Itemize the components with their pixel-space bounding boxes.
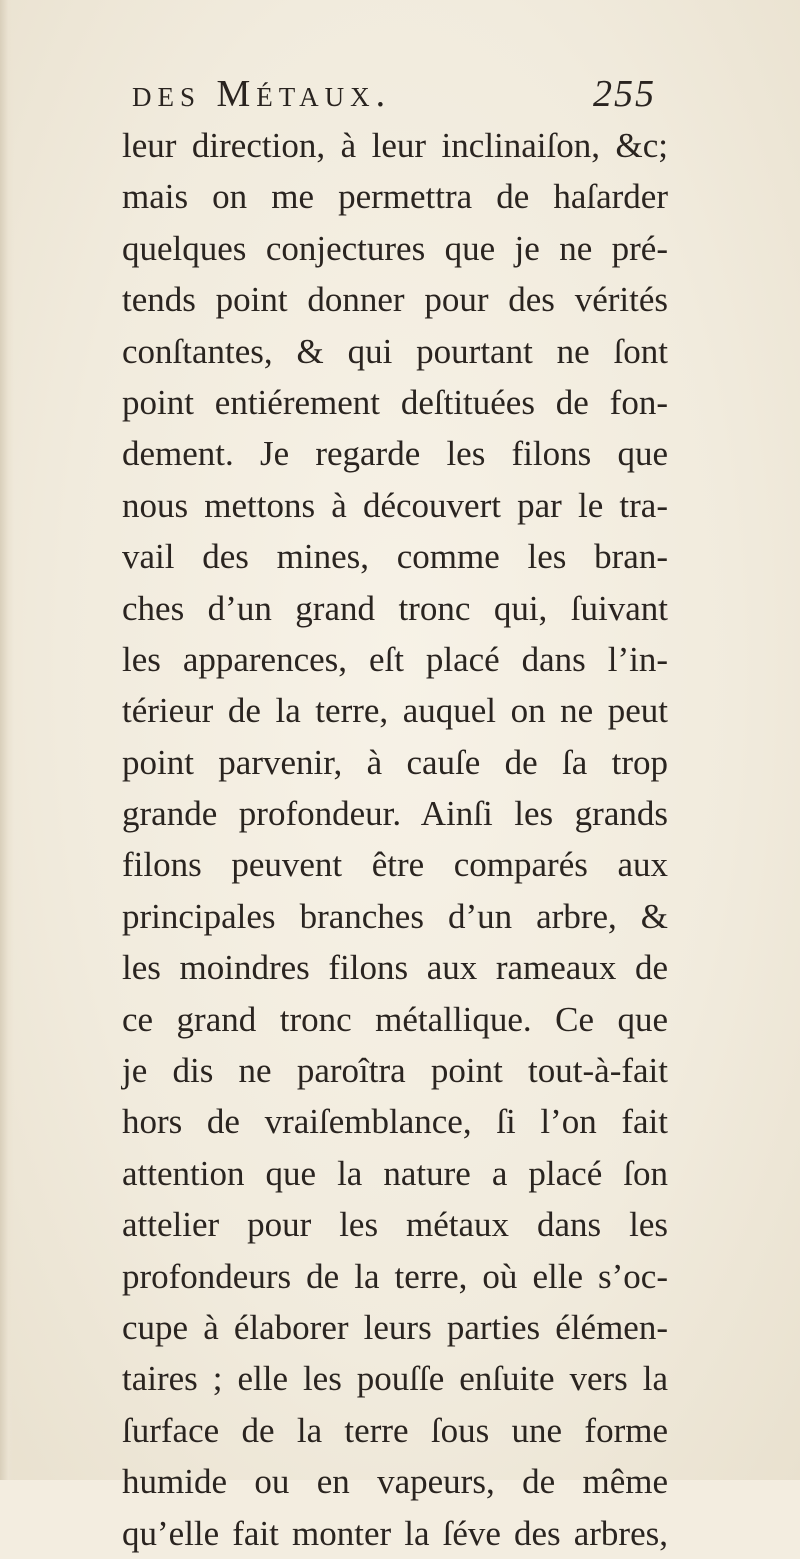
text-line: principales branches d’un arbre, & [122,896,668,936]
text-line: ches d’un grand tronc qui, ſuivant [122,588,668,628]
running-head: des Métaux. [132,73,392,115]
text-line: humide ou en vapeurs, de même [122,1462,668,1502]
text-line: grande profondeur. Ainſi les grands [122,794,668,834]
text-line: filons peuvent être comparés aux [122,845,668,885]
text-line: qu’elle fait monter la ſéve des arbres, [122,1513,668,1553]
text-line: point entiérement deſtituées de fon- [122,382,668,422]
text-line: cupe à élaborer leurs parties élémen- [122,1307,668,1347]
text-line: taires ; elle les pouſſe enſuite vers la [122,1359,668,1399]
text-line: leur direction, à leur inclinaiſon, &c; [122,126,668,165]
text-line: mais on me permettra de haſarder [122,177,668,217]
text-line: vail des mines, comme les bran- [122,537,668,577]
text-line: profondeurs de la terre, où elle s’oc- [122,1256,668,1296]
text-line: ce grand tronc métallique. Ce que [122,999,668,1039]
text-line: les apparences, eſt placé dans l’in- [122,639,668,679]
text-line: attention que la nature a placé ſon [122,1153,668,1193]
text-line: attelier pour les métaux dans les [122,1205,668,1245]
text-line: point parvenir, à cauſe de ſa trop [122,742,668,782]
text-line: térieur de la terre, auquel on ne peut [122,691,668,731]
text-line: hors de vraiſemblance, ſi l’on fait [122,1102,668,1142]
text-line: tends point donner pour des vérités [122,280,668,320]
text-line: les moindres filons aux rameaux de [122,948,668,988]
text-line: ſurface de la terre ſous une forme [122,1410,668,1450]
text-line: conſtantes, & qui pourtant ne ſont [122,331,668,371]
text-line: dement. Je regarde les filons que [122,434,668,474]
text-line: quelques conjectures que je ne pré- [122,228,668,268]
body-text [122,120,668,1559]
page-number: 255 [593,73,656,115]
text-line: je dis ne paroîtra point tout-à-fait [122,1051,668,1091]
page-header [128,72,656,122]
text-line: nous mettons à découvert par le tra- [122,485,668,525]
page-gutter [0,0,14,1480]
